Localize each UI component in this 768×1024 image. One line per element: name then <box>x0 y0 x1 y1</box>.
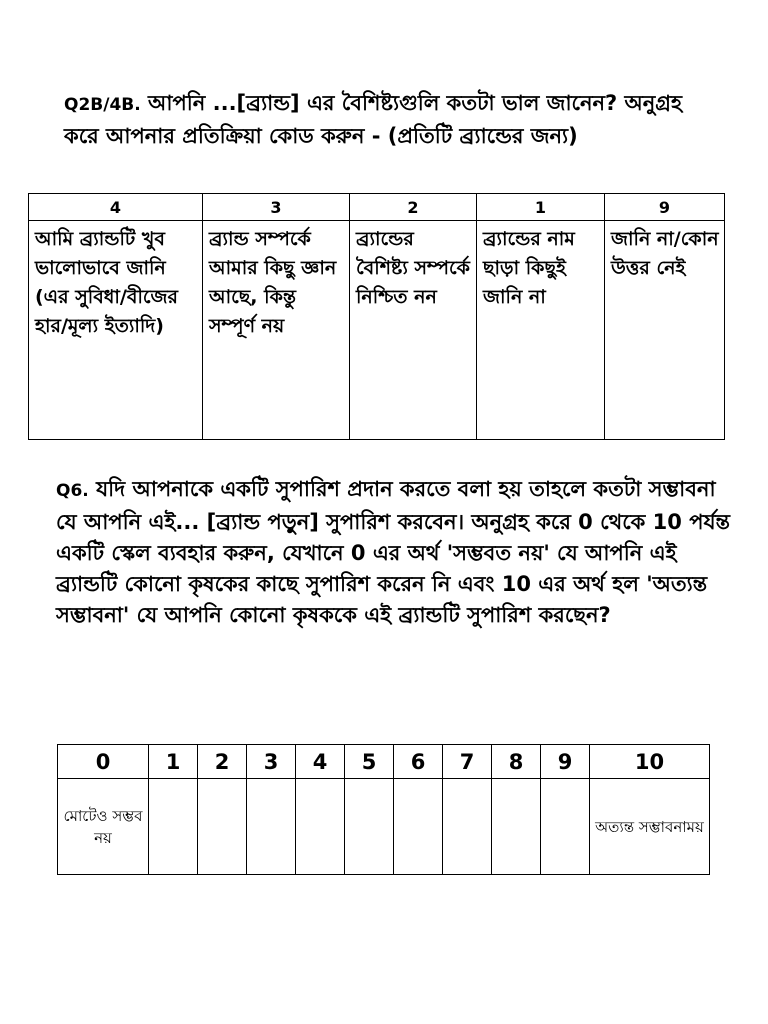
q2-label-cell: ব্র্যান্ডের বৈশিষ্ট্য সম্পর্কে নিশ্চিত নন <box>350 221 477 440</box>
q2-label-cell: জানি না/কোন উত্তর নেই <box>605 221 725 440</box>
scale-answer-cell[interactable] <box>492 779 541 875</box>
q2-code-cell: 3 <box>203 194 350 221</box>
scale-number: 5 <box>345 745 394 779</box>
scale-number: 4 <box>296 745 345 779</box>
q6-scale-table <box>57 744 710 875</box>
scale-answer-cell[interactable] <box>443 779 492 875</box>
q2-code-row <box>29 194 725 221</box>
scale-answer-cell[interactable] <box>394 779 443 875</box>
question-q2-text: আপনি ...[ব্র্যান্ড] এর বৈশিষ্ট্যগুলি কতটা ভাল জানেন? অনুগ্রহ করে আপনার প্রতিক্রিয়া কোড করুন - (প্রতিটি ব্র্যান্ডের জন্য) <box>64 91 683 148</box>
scale-number: 9 <box>541 745 590 779</box>
q2-code-cell: 9 <box>605 194 725 221</box>
scale-answer-cell[interactable] <box>541 779 590 875</box>
scale-number: 6 <box>394 745 443 779</box>
q6-scale-header-row <box>58 745 710 779</box>
question-q2 <box>64 88 704 152</box>
scale-answer-cell[interactable] <box>296 779 345 875</box>
scale-answer-cell[interactable] <box>198 779 247 875</box>
question-q6 <box>56 474 736 631</box>
scale-high-label: অত্যন্ত সম্ভাবনাময় <box>590 779 710 875</box>
scale-answer-cell[interactable] <box>345 779 394 875</box>
scale-number: 10 <box>590 745 710 779</box>
scale-answer-cell[interactable] <box>247 779 296 875</box>
scale-number: 3 <box>247 745 296 779</box>
question-q6-text: যদি আপনাকে একটি সুপারিশ প্রদান করতে বলা হয় তাহলে কতটা সম্ভাবনা যে আপনি এই... [ব্র্যান্ড পড়ুন] সুপারিশ করবেন। অনুগ্রহ করে 0 থেকে 10 পর্যন্ত একটি স্কেল ব্যবহার করুন, যেখানে 0 এর অর্থ 'সম্ভবত নয়' যে আপনি এই ব্র্যান্ডটি কোনো কৃষকের কাছে সুপারিশ করেন নি এবং 10 এর অর্থ হল 'অত্যন্ত সম্ভাবনা' যে আপনি কোনো কৃষককে এই ব্র্যান্ডটি সুপারিশ করছেন? <box>56 477 731 627</box>
q2-code-cell: 1 <box>477 194 605 221</box>
scale-low-label: মোটেও সম্ভব নয় <box>58 779 149 875</box>
q2-code-cell: 2 <box>350 194 477 221</box>
q2-label-cell: আমি ব্র্যান্ডটি খুব ভালোভাবে জানি (এর সুবিধা/বীজের হার/মূল্য ইত্যাদি) <box>29 221 203 440</box>
q2-label-cell: ব্র্যান্ড সম্পর্কে আমার কিছু জ্ঞান আছে, কিন্তু সম্পূর্ণ নয় <box>203 221 350 440</box>
q2-code-cell: 4 <box>29 194 203 221</box>
scale-number: 0 <box>58 745 149 779</box>
q2-label-row <box>29 221 725 440</box>
scale-number: 7 <box>443 745 492 779</box>
q2-label-cell: ব্র্যান্ডের নাম ছাড়া কিছুই জানি না <box>477 221 605 440</box>
scale-number: 2 <box>198 745 247 779</box>
question-q6-code: Q6. <box>56 481 89 501</box>
scale-number: 8 <box>492 745 541 779</box>
question-q2-code: Q2B/4B. <box>64 95 141 115</box>
scale-number: 1 <box>149 745 198 779</box>
scale-answer-cell[interactable] <box>149 779 198 875</box>
q2-response-table <box>28 193 725 440</box>
q6-scale-answer-row <box>58 779 710 875</box>
